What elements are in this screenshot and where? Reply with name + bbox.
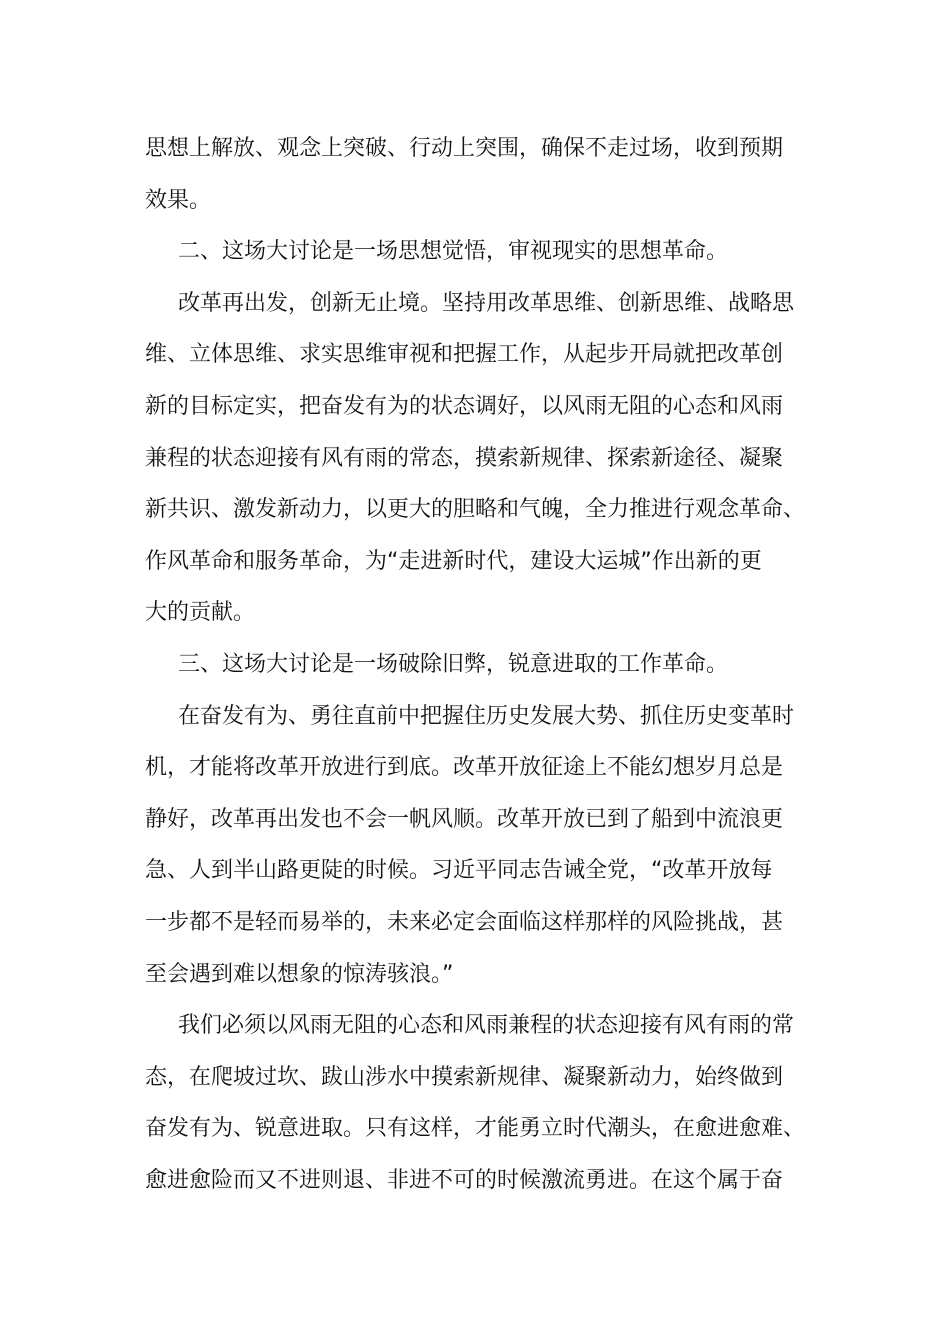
text-line: 奋发有为、锐意进取。只有这样，才能勇立时代潮头，在愈进愈难、 xyxy=(145,1116,806,1142)
text-line: 一步都不是轻而易举的，未来必定会面临这样那样的风险挑战，甚 xyxy=(145,909,784,935)
text-line: 我们必须以风雨无阻的心态和风雨兼程的状态迎接有风有雨的常 xyxy=(178,1013,795,1039)
text-line: 作风革命和服务革命，为“走进新时代，建设大运城”作出新的更 xyxy=(145,548,762,574)
text-line: 新的目标定实，把奋发有为的状态调好，以风雨无阻的心态和风雨 xyxy=(145,393,784,419)
text-line: 维、立体思维、求实思维审视和把握工作，从起步开局就把改革创 xyxy=(145,342,784,368)
text-line: 机，才能将改革开放进行到底。改革开放征途上不能幻想岁月总是 xyxy=(145,755,784,781)
text-line: 新共识、激发新动力，以更大的胆略和气魄，全力推进行观念革命、 xyxy=(145,497,806,523)
text-line: 急、人到半山路更陡的时候。习近平同志告诫全党，“改革开放每 xyxy=(145,858,773,884)
text-line: 静好，改革再出发也不会一帆风顺。改革开放已到了船到中流浪更 xyxy=(145,806,784,832)
text-line: 愈进愈险而又不进则退、非进不可的时候激流勇进。在这个属于奋 xyxy=(145,1167,784,1193)
text-line: 兼程的状态迎接有风有雨的常态，摸索新规律、探索新途径、凝聚 xyxy=(145,445,784,471)
text-line: 在奋发有为、勇往直前中把握住历史发展大势、抓住历史变革时 xyxy=(178,703,795,729)
document-body xyxy=(145,127,805,1210)
text-line: 大的贡献。 xyxy=(145,600,256,626)
section-heading-3: 三、这场大讨论是一场破除旧弊，锐意进取的工作革命。 xyxy=(178,651,729,677)
text-line: 改革再出发，创新无止境。坚持用改革思维、创新思维、战略思 xyxy=(178,290,795,316)
text-line: 态，在爬坡过坎、跋山涉水中摸索新规律、凝聚新动力，始终做到 xyxy=(145,1064,784,1090)
text-line: 至会遇到难以想象的惊涛骇浪。” xyxy=(145,961,454,987)
text-line: 思想上解放、观念上突破、行动上突围，确保不走过场，收到预期 xyxy=(145,136,784,161)
section-heading-2: 二、这场大讨论是一场思想觉悟，审视现实的思想革命。 xyxy=(178,239,729,265)
text-line: 效果。 xyxy=(145,187,212,213)
